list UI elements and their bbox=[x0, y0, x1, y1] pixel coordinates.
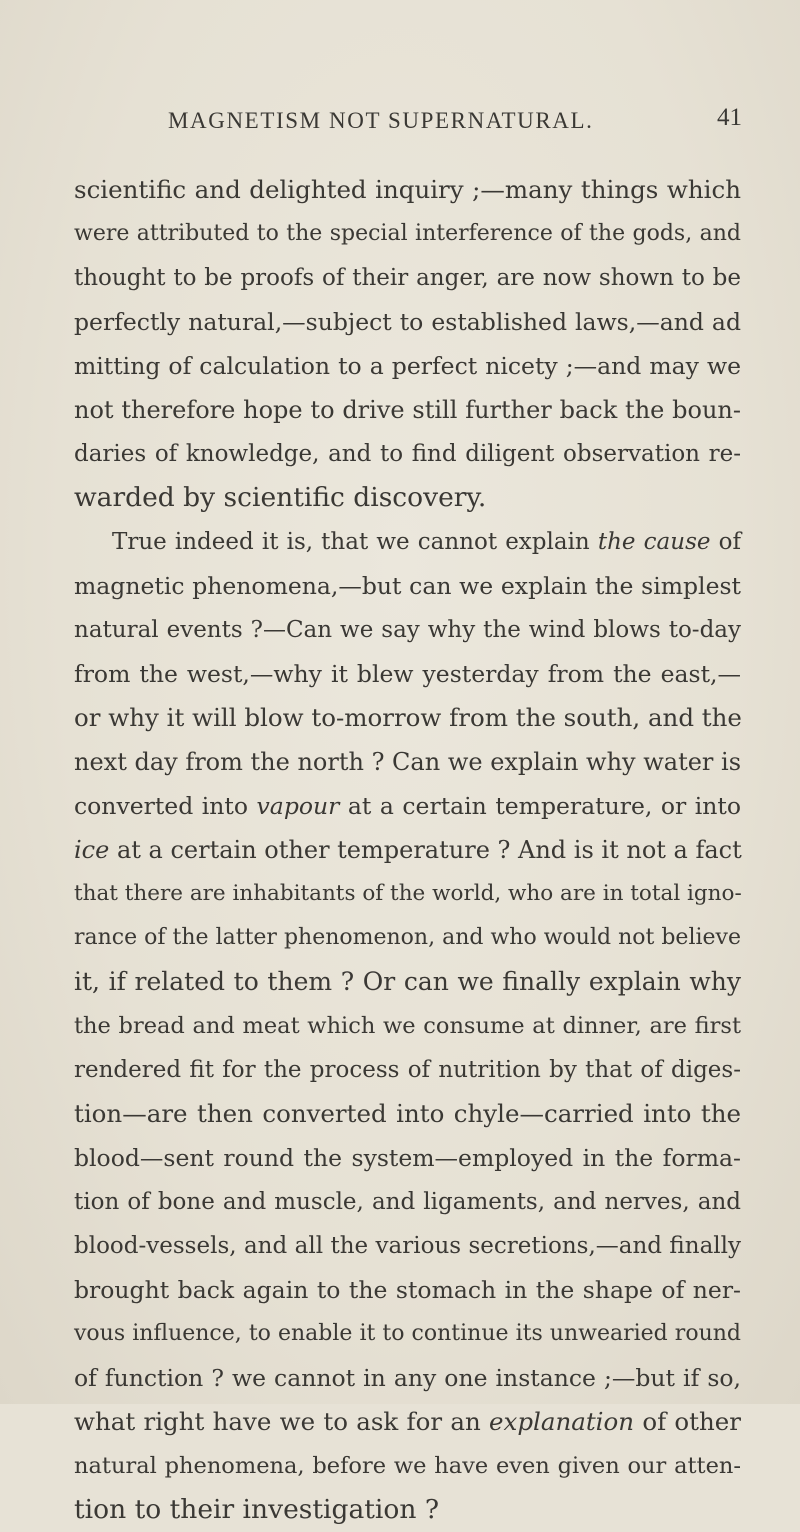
text-line: mitting of calculation to a perfect nicety ;—and may we bbox=[74, 352, 741, 380]
text-line: it, if related to them ? Or can we finally explain why bbox=[74, 967, 741, 996]
text-line: were attributed to the special interference of the gods, and bbox=[74, 221, 741, 246]
text-line: rance of the latter phenomenon, and who would not believe bbox=[74, 925, 741, 950]
text-line: next day from the north ? Can we explain why water is bbox=[74, 748, 742, 776]
text-line: ice at a certain other temperature ? And is it not a fact bbox=[74, 836, 742, 864]
text-line: the bread and meat which we consume at dinner, are first bbox=[74, 1013, 741, 1039]
text-line: perfectly natural,—subject to established laws,—and ad bbox=[74, 308, 741, 336]
page-header bbox=[168, 104, 742, 142]
text-line: tion to their investigation ? bbox=[74, 1494, 440, 1525]
text-line: warded by scientific discovery. bbox=[74, 482, 487, 513]
text-line: rendered fit for the process of nutrition by that of diges- bbox=[74, 1057, 741, 1083]
text-line: from the west,—why it blew yesterday from the east,— bbox=[74, 660, 741, 688]
text-line: blood—sent round the system—employed in the forma- bbox=[74, 1144, 741, 1172]
text-line: natural phenomena, before we have even given our atten- bbox=[74, 1453, 741, 1479]
text-line: scientific and delighted inquiry ;—many things which bbox=[74, 175, 741, 204]
running-title: MAGNETISM NOT SUPERNATURAL. bbox=[168, 108, 594, 133]
text-line: natural events ?—Can we say why the wind blows to-day bbox=[74, 617, 741, 643]
text-line: what right have we to ask for an explanation of other bbox=[74, 1407, 742, 1436]
text-line: magnetic phenomena,—but can we explain the simplest bbox=[74, 572, 741, 600]
text-line: tion—are then converted into chyle—carried into the bbox=[74, 1099, 741, 1128]
text-line: thought to be proofs of their anger, are now shown to be bbox=[74, 265, 741, 291]
text-line: brought back again to the stomach in the shape of ner- bbox=[74, 1276, 741, 1304]
page-number: 41 bbox=[717, 104, 742, 131]
text-line: tion of bone and muscle, and ligaments, and nerves, and bbox=[74, 1189, 741, 1215]
text-line: of function ? we cannot in any one instance ;—but if so, bbox=[74, 1364, 741, 1392]
text-line: vous influence, to enable it to continue its unwearied round bbox=[74, 1321, 741, 1346]
text-line: blood-vessels, and all the various secretions,—and finally bbox=[74, 1233, 741, 1259]
text-line: daries of knowledge, and to find diligent observation re- bbox=[74, 441, 741, 467]
text-line: not therefore hope to drive still further back the boun- bbox=[74, 396, 741, 424]
text-line: converted into vapour at a certain temperature, or into bbox=[74, 792, 741, 820]
text-line: or why it will blow to-morrow from the south, and the bbox=[74, 703, 742, 732]
text-line: True indeed it is, that we cannot explain the cause of bbox=[112, 529, 741, 555]
text-line: that there are inhabitants of the world, who are in total igno- bbox=[74, 881, 742, 906]
